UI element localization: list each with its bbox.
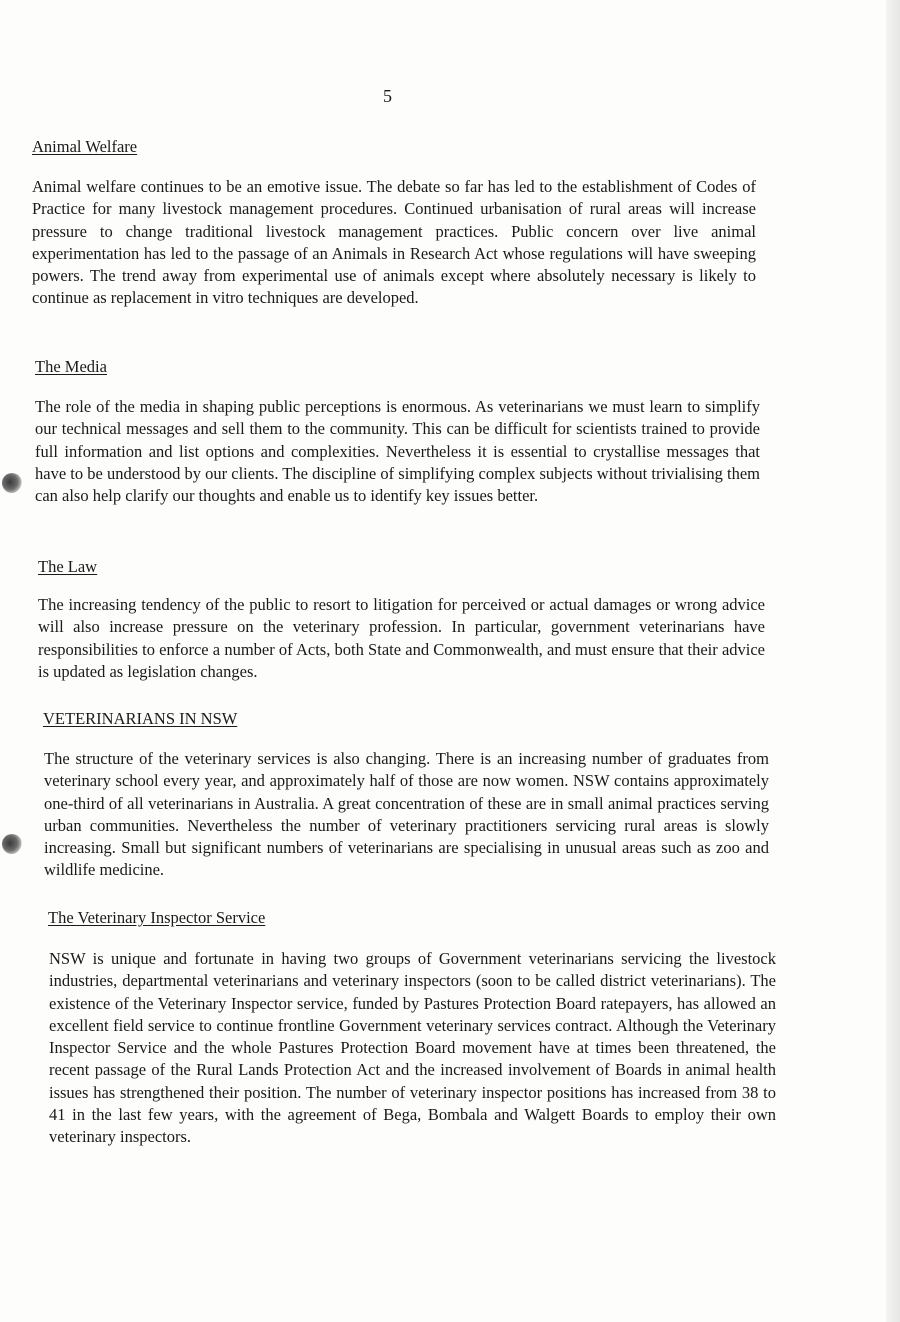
section-body-veterinarians-in-nsw: The structure of the veterinary services is also changing. There is an increasing number of graduates from veterinary school every year, and approximately half of those are now women. NSW contains approximately one-third of all veterinarians in Australia. A great concentration of these are in small animal practices serving urban communities. Nevertheless the number of veterinary practitioners servicing rural areas is slowly increasing. Small but significant numbers of veterinarians are specialising in unusual areas such as zoo and wildlife medicine. — [44, 749, 769, 880]
punch-hole — [2, 834, 22, 854]
punch-hole — [2, 473, 22, 493]
page-number: 5 — [383, 86, 392, 106]
section-body-the-law: The increasing tendency of the public to resort to litigation for perceived or actual damages or wrong advice will also increase pressure on the veterinary profession. In particular, government veterinarians have responsibilities to enforce a number of Acts, both State and Commonwealth, and must ensure that their advice is updated as legislation changes. — [38, 595, 765, 681]
section-body-veterinary-inspector-service: NSW is unique and fortunate in having two groups of Government veterinarians servicing the livestock industries, departmental veterinarians and veterinary inspectors (soon to be called district veterinarians). The existence of the Veterinary Inspector service, funded by Pastures Protection Board ratepayers, has allowed an excellent field service to continue frontline Government veterinary services contract. Although the Veterinary Inspector Service and the whole Pastures Protection Board movement have at times been threatened, the recent passage of the Rural Lands Protection Act and the increased involvement of Boards in animal health issues has strengthened their position. The number of veterinary inspector positions has increased from 38 to 41 in the last few years, with the agreement of Bega, Bombala and Walgett Boards to employ their own veterinary inspectors. — [49, 949, 776, 1147]
section-heading-the-media: The Media — [35, 357, 107, 376]
section-heading-animal-welfare: Animal Welfare — [32, 137, 138, 156]
page-edge — [886, 0, 900, 1322]
section-heading-the-law: The Law — [38, 557, 98, 576]
section-body-the-media: The role of the media in shaping public perceptions is enormous. As veterinarians we must learn to simplify our technical messages and sell them to the community. This can be difficult for scientists trained to provide full information and list options and complexities. Nevertheless it is essential to crystallise messages that have to be understood by our clients. The discipline of simplifying complex subjects without trivialising them can also help clarify our thoughts and enable us to identify key issues better. — [35, 397, 760, 506]
section-body-animal-welfare: Animal welfare continues to be an emotive issue. The debate so far has led to the establishment of Codes of Practice for many livestock management procedures. Continued urbanisation of rural areas will increase pressure to change traditional livestock management practices. Public concern over live animal experimentation has led to the passage of an Animals in Research Act whose regulations will have sweeping powers. The trend away from experimental use of animals except where absolutely necessary is likely to continue as replacement in vitro techniques are developed. — [32, 177, 756, 308]
section-heading-veterinarians-in-nsw: VETERINARIANS IN NSW — [43, 709, 238, 728]
section-heading-veterinary-inspector-service: The Veterinary Inspector Service — [48, 908, 266, 927]
